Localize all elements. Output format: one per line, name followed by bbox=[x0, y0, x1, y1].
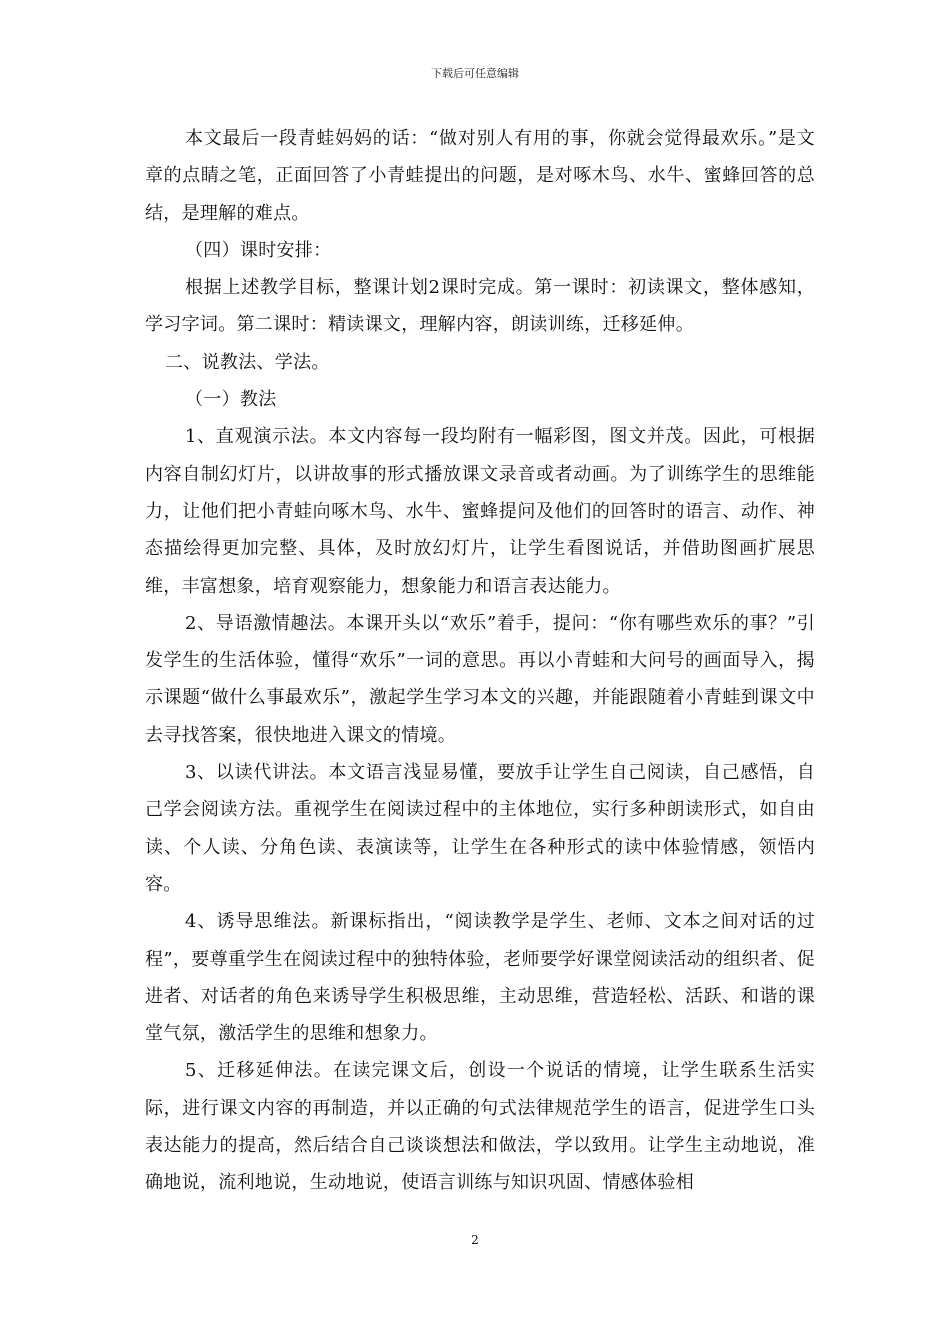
paragraph-key-point: 本文最后一段青蛙妈妈的话：“做对别人有用的事，你就会觉得最欢乐。”是文章的点睛之笔，正面回答了小青蛙提出的问题，是对啄木鸟、水牛、蜜蜂回答的总结，是理解的难点。 bbox=[145, 128, 815, 224]
page-number: 2 bbox=[471, 1233, 479, 1247]
paragraph-method-1: 1、直观演示法。本文内容每一段均附有一幅彩图，图文并茂。因此，可根据内容自制幻灯片，以讲故事的形式播放课文录音或者动画。为了训练学生的思维能力，让他们把小青蛙向啄木鸟、水牛、蜜蜂提问及他们的回答时的语言、动作、神态描绘得更加完整、具体，及时放幻灯片，让学生看图说话，并借助图画扩展思维，丰富想象，培育观察能力，想象能力和语言表达能力。 bbox=[145, 426, 815, 597]
page-header: 下载后可任意编辑 bbox=[431, 67, 519, 80]
paragraph-method-3: 3、以读代讲法。本文语言浅显易懂，要放手让学生自己阅读，自己感悟，自己学会阅读方法。重视学生在阅读过程中的主体地位，实行多种朗读形式，如自由读、个人读、分角色读、表演读等，让学生在各种形式的读中体验情感，领悟内容。 bbox=[145, 762, 815, 895]
paragraph-method-5: 5、迁移延伸法。在读完课文后，创设一个说话的情境，让学生联系生活实际，进行课文内容的再制造，并以正确的句式法律规范学生的语言，促进学生口头表达能力的提高，然后结合自己谈谈想法和做法，学以致用。让学生主动地说，准确地说，流利地说，生动地说，使语言训练与知识巩固、情感体验相 bbox=[145, 1060, 815, 1194]
heading-methods: 二、说教法、学法。 bbox=[165, 351, 330, 373]
paragraph-method-2: 2、导语激情趣法。本课开头以“欢乐”着手，提问：“你有哪些欢乐的事？”引发学生的生活体验，懂得“欢乐”一词的意思。再以小青蛙和大问号的画面导入，揭示课题“做什么事最欢乐”，激起学生学习本文的兴趣，并能跟随着小青蛙到课文中去寻找答案，很快地进入课文的情境。 bbox=[145, 612, 815, 746]
heading-teaching-methods: （一）教法 bbox=[185, 389, 277, 411]
heading-schedule: （四）课时安排： bbox=[185, 239, 332, 261]
document-body bbox=[145, 120, 815, 1202]
paragraph-method-4: 4、诱导思维法。新课标指出，“阅读教学是学生、老师、文本之间对话的过程”，要尊重学生在阅读过程中的独特体验，老师要学好课堂阅读活动的组织者、促进者、对话者的角色来诱导学生积极思维，主动思维，营造轻松、活跃、和谐的课堂气氛，激活学生的思维和想象力。 bbox=[145, 911, 815, 1045]
paragraph-schedule: 根据上述教学目标，整课计划2课时完成。第一课时：初读课文，整体感知，学习字词。第二课时：精读课文，理解内容，朗读训练，迁移延伸。 bbox=[145, 277, 815, 336]
